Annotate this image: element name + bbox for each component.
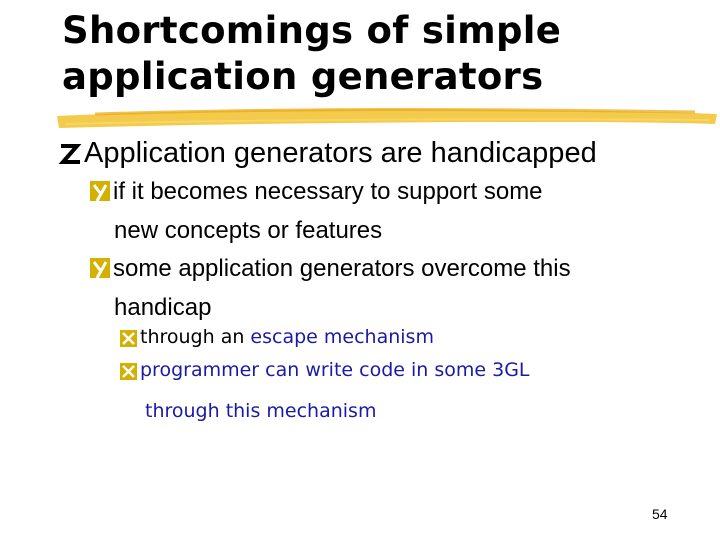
bullet-level1 bbox=[58, 136, 597, 178]
bullet-level1-text: Application generators are handicapped bbox=[84, 137, 597, 169]
y-bullet-icon bbox=[88, 253, 113, 292]
bullet-level3-1-text: through an bbox=[140, 326, 251, 348]
bullet-level3-2-line1: programmer can write code in some 3GL bbox=[140, 359, 530, 381]
y-bullet-icon bbox=[88, 176, 113, 215]
page-number: 54 bbox=[652, 506, 668, 522]
escape-mechanism-highlight: escape mechanism bbox=[250, 326, 434, 348]
x-bullet-icon bbox=[118, 355, 140, 396]
z-bullet-icon bbox=[58, 136, 84, 178]
slide-title-line-1: Shortcomings of simple bbox=[62, 9, 562, 52]
slide-title-line-2: application generators bbox=[62, 55, 544, 98]
bullet-level2-2 bbox=[88, 253, 571, 323]
bullet-level3-2-line2: through this mechanism bbox=[145, 400, 377, 422]
bullet-level2-1-line2: new concepts or features bbox=[114, 217, 383, 244]
bullet-level2-1-line1: if it becomes necessary to support some bbox=[113, 178, 543, 205]
bullet-level2-1 bbox=[88, 176, 543, 246]
bullet-level2-2-line2: handicap bbox=[114, 294, 212, 321]
brush-underline-decoration bbox=[55, 100, 720, 140]
bullet-level3-2 bbox=[118, 355, 530, 427]
slide-title bbox=[62, 8, 702, 100]
bullet-level2-2-line1: some application generators overcome this bbox=[113, 255, 571, 282]
